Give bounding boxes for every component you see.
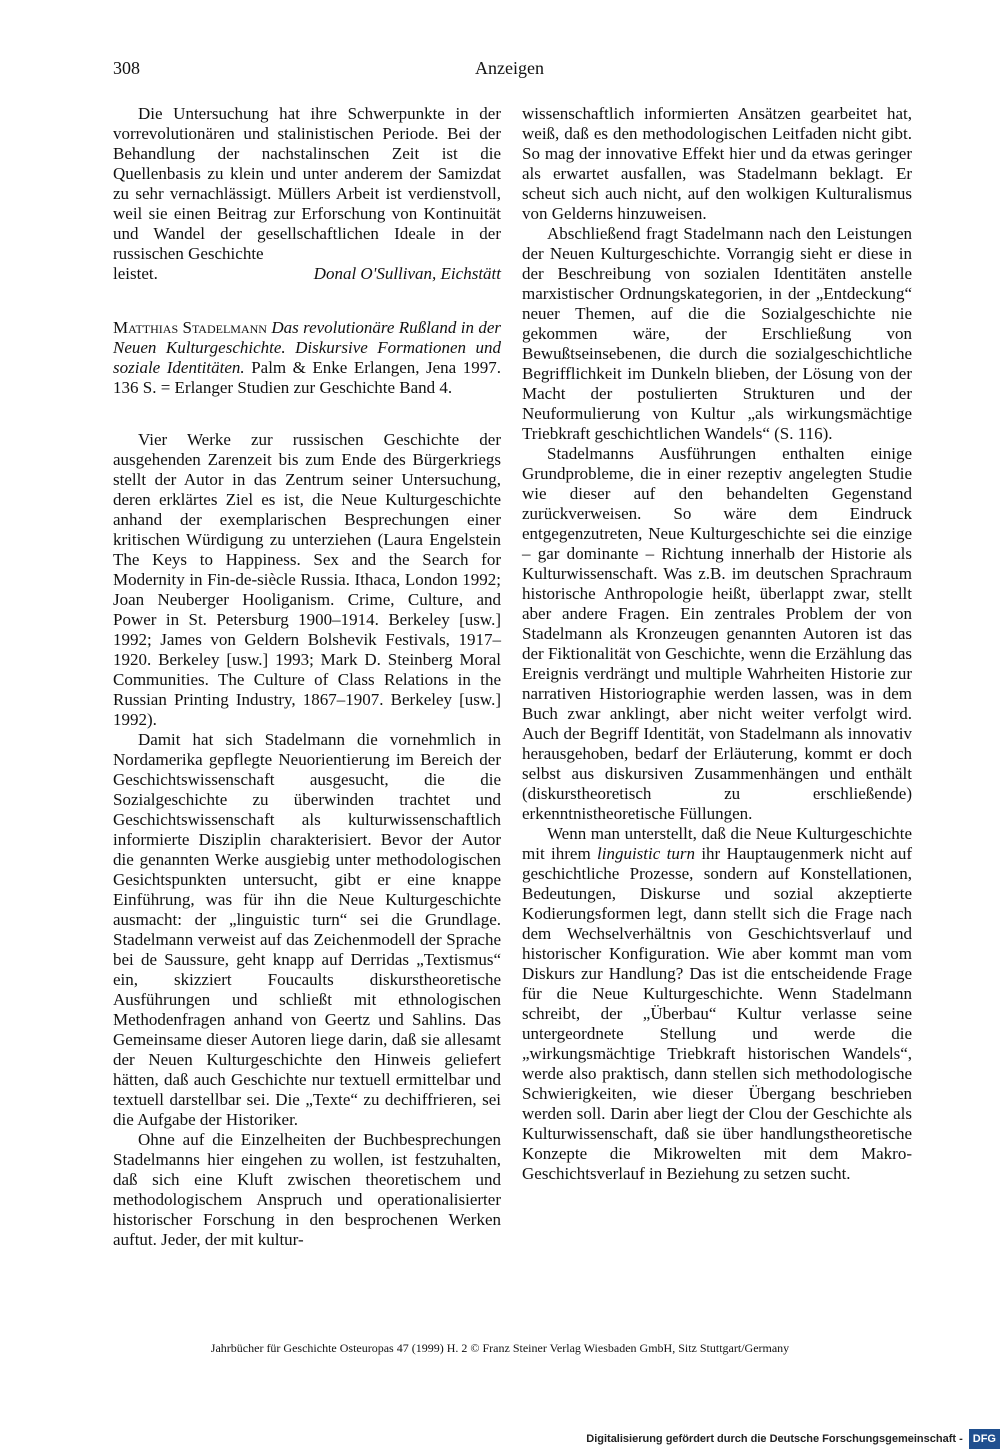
book-details: Palm & Enke Erlangen, Jena 1997. 136 S. = Erlanger Studien zur Geschichte Band 4.: [113, 358, 501, 397]
paragraph: [522, 824, 912, 1184]
emphasized-term: linguistic turn: [597, 844, 695, 863]
left-column: [113, 104, 501, 1250]
paragraph: Ohne auf die Einzelheiten der Buchbesprechungen Stadelmanns hier eingehen zu wollen, ist festzuhalten, daß sich eine Kluft zwischen theoretischem und methodologischem Anspruch und operationalisierter historischer Forschung in den besprochenen Werken auftut. Jeder, der mit kultur-: [113, 1130, 501, 1249]
paragraph: Vier Werke zur russischen Geschichte der ausgehenden Zarenzeit bis zum Ende des Bürgerkriegs stellt der Autor in das Zentrum seiner Untersuchung, deren erklärtes Ziel es ist, die Neue Kulturgeschichte anhand der exemplarischen Besprechungen einer kritischen Würdigung zu unterziehen (Laura Engelstein The Keys to Happiness. Sex and the Search for Modernity in Fin-de-siècle Russia. Ithaca, London 1992; Joan Neuberger Hooliganism. Crime, Culture, and Power in St. Petersburg 1900–1914. Berkeley [usw.] 1992; James von Geldern Bolshevik Festivals, 1917–1920. Berkeley [usw.] 1993; Mark D. Steinberg Moral Communities. The Culture of Class Relations in the Russian Printing Industry, 1867–1907. Berkeley [usw.] 1992).: [113, 430, 501, 729]
paragraph-end-word: leistet.: [113, 264, 158, 283]
right-column: [522, 104, 912, 1184]
paragraph: wissenschaftlich informierten Ansätzen gearbeitet hat, weiß, daß es den methodologischen Leitfaden nicht gibt. So mag der innovative Effekt hier und da etwas geringer als erwartet ausfallen, was Stadelmann beklagt. Er scheut sich auch nicht, auf den wolkigen Kulturalismus von Gelderns hinzuweisen.: [522, 104, 912, 223]
review-signature-line: [113, 264, 501, 284]
digitization-notice: Digitalisierung gefördert durch die Deutsche Forschungsgemeinschaft -: [586, 1433, 963, 1445]
paragraph: Damit hat sich Stadelmann die vornehmlich in Nordamerika gepflegte Neuorientierung im Bereich der Geschichtswissenschaft ausgesucht, die die Sozialgeschichte zu überwinden trachtet und Geschichtswissenschaft als kulturwissenschaftlich informierte Disziplin charakterisiert. Bevor der Autor die genannten Werke ausgiebig unter methodologischen Gesichtspunkten untersucht, gibt er eine knappe Einführung, was für ihn die Neue Kulturgeschichte ausmacht: der „linguistic turn“ sei die Grundlage. Stadelmann verweist auf das Zeichenmodell der Sprache bei de Saussure, geht knapp auf Derridas „Textismus“ ein, skizziert Foucaults diskurstheoretische Ausführungen und schließt mit ethnologischen Methodenfragen anhand von Geertz und Sahlins. Das Gemeinsame dieser Autoren liege darin, daß sie allesamt der Neuen Kulturgeschichte den Hinweis geliefert hätten, daß auch Geschichte nur textuell ermittelbar und textuell darstellbar sei. Die „Texte“ zu dechiffrieren, sei die Aufgabe der Historiker.: [113, 730, 501, 1129]
book-review-header: [113, 318, 501, 398]
journal-citation-footer: Jahrbücher für Geschichte Osteuropas 47 (1999) H. 2 © Franz Steiner Verlag Wiesbaden GmbH, Sitz Stuttgart/Germany: [210, 1341, 790, 1355]
book-author: Matthias Stadelmann: [113, 318, 267, 337]
paragraph: Abschließend fragt Stadelmann nach den Leistungen der Neuen Kulturgeschichte. Vorrangig sieht er diese in der Beschreibung von sozialen Identitäten anstelle marxistischer Ordnungskategorien, in der „Entdeckung“ neuer Themen, auf die die Sozialgeschichte nie gekommen wäre, der Erschließung von Bewußtseinsebenen, die durch die sozialgeschichtliche Begrifflichkeit im Dunkeln blieben, der Lösung von der Macht der postulierten Strukturen und der Neuformulierung von Kultur „als wirkungsmächtige Triebkraft geschichtlichen Wandels“ (S. 116).: [522, 224, 912, 443]
book-title: Das revolutionäre Rußland in der Neuen Kulturgeschichte. Diskursive Formationen und soziale Identitäten.: [113, 318, 501, 377]
reviewer-signature: Donal O'Sullivan, Eichstätt: [313, 264, 501, 283]
paragraph: Die Untersuchung hat ihre Schwerpunkte in der vorrevolutionären und stalinistischen Periode. Bei der Behandlung der nachstalinschen Zeit ist die Quellenbasis zu klein und unter anderem der Samizdat zu sehr vernachlässigt. Müllers Arbeit ist verdienstvoll, weil sie einen Beitrag zur Erforschung von Kontinuität und Wandel der gesellschaftlichen Ideale in der russischen Geschichte: [113, 104, 501, 263]
dfg-logo: DFG: [969, 1429, 1000, 1449]
running-head: Anzeigen: [475, 58, 544, 78]
text-run: ihr Hauptaugenmerk nicht auf geschichtliche Prozesse, sondern auf Konstellationen, Bedeutungen, Diskurse und sozial akzeptierte Kodierungsformen legt, dann stellt sich die Frage nach dem Wechselverhältnis von Geschichtsverlauf und historischer Konfiguration. Wie aber kommt man vom Diskurs zur Handlung? Das ist die entscheidende Frage für die Neue Kulturgeschichte. Wenn Stadelmann schreibt, der „Überbau“ Kultur verlasse seine untergeordnete Stellung und werde die „wirkungsmächtige Triebkraft historischen Wandels“, werde also praktisch, dann stellen sich methodologische Schwierigkeiten, wie dieser Übergang beschrieben werden soll. Darin aber liegt der Clou der Geschichte als Kulturwissenschaft, daß sie über handlungstheoretische Konzepte die Mikrowelten mit dem Makro-Geschichtsverlauf in Beziehung zu setzen sucht.: [522, 844, 913, 1183]
page-number: 308: [113, 58, 140, 78]
text-run: Wenn man unterstellt, daß die Neue Kulturgeschichte mit ihrem: [522, 824, 912, 863]
digitization-banner: [586, 1428, 1000, 1450]
paragraph: Stadelmanns Ausführungen enthalten einige Grundprobleme, die in einer rezeptiv angelegten Studie wie dieser auf den behandelten Gegenstand zurückverweisen. So wäre dem Eindruck entgegenzutreten, Neue Kulturgeschichte sei die einzige – gar dominante – Richtung innerhalb der Historie als Kulturwissenschaft. Was z.B. im deutschen Sprachraum historische Anthropologie heißt, überlappt zwar, stellt aber andere Fragen. Ein zentrales Problem der von Stadelmann als Kronzeugen genannten Autoren ist das der Fiktionalität von Geschichte, wenn die Erzählung das Ereignis verdrängt und multiple Wahrheiten Historie zur narrativen Historiographie werden lassen, was in dem Buch zwar anklingt, aber nicht weiter verfolgt wird. Auch der Begriff Identität, von Stadelmann als innovativ herausgehoben, bedarf der Erläuterung, kommt er doch selbst aus diskursiven Zusammenhängen und enthält (diskurstheoretisch zu erschließende) erkenntnistheoretische Füllungen.: [522, 444, 912, 823]
